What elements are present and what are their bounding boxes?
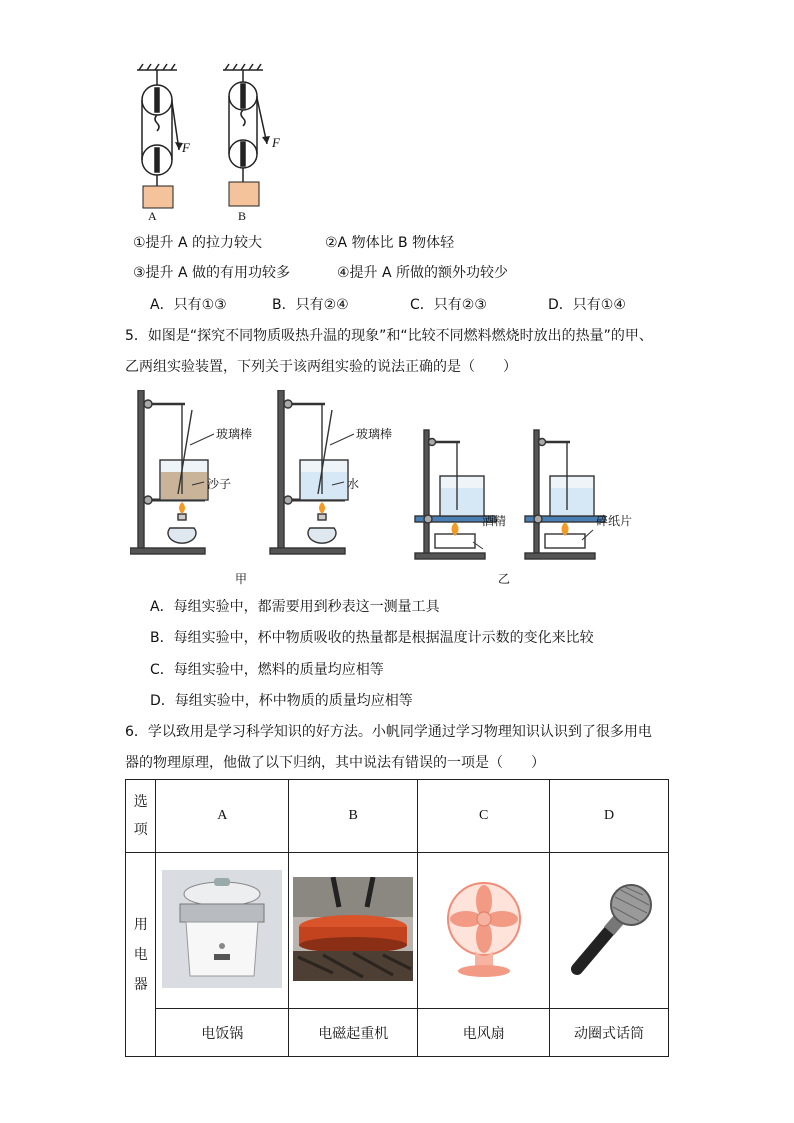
statement-1: ①提升 A 的拉力较大 [133, 235, 263, 251]
figure-label-a: A [148, 209, 157, 223]
q4-option-c[interactable]: C．只有②③ [410, 297, 487, 313]
figure-label-b: B [238, 209, 247, 223]
table-header-row [126, 780, 669, 853]
q4-option-a[interactable]: A．只有①③ [150, 297, 227, 313]
column-c: C [418, 780, 550, 853]
header-label-cell [126, 780, 156, 853]
row-label: 用电器 [133, 916, 148, 993]
appliance-name-b: 电磁起重机 [289, 1009, 418, 1057]
appliance-name-a: 电饭锅 [156, 1009, 289, 1057]
q4-option-d[interactable]: D．只有①④ [548, 297, 626, 313]
electric-fan-cell [418, 853, 550, 1009]
label-sand: 沙子 [207, 477, 232, 491]
table-image-row [126, 853, 669, 1009]
appliance-table [125, 779, 669, 1057]
table-name-row [126, 1009, 669, 1057]
q6-stem-line1: 6．学以致用是学习科学知识的好方法。小帆同学通过学习物理知识认识到了很多用电 [125, 724, 652, 740]
q5-stem-line2: 乙两组实验装置，下列关于该两组实验的说法正确的是（ ） [125, 359, 517, 375]
q6-stem-line2: 器的物理原理，他做了以下归纳，其中说法有错误的一项是（ ） [125, 755, 545, 771]
q5-stem-line1: 5．如图是“探究不同物质吸热升温的现象”和“比较不同燃料燃烧时放出的热量”的甲、 [125, 328, 653, 344]
electromagnet-crane-cell [289, 853, 418, 1009]
label-water: 水 [347, 477, 360, 491]
microphone-cell [550, 853, 669, 1009]
label-group-jia: 甲 [235, 572, 248, 586]
electromagnet-crane-image [293, 877, 413, 981]
label-glass-rod-2: 玻璃棒 [356, 427, 393, 441]
appliance-name-d: 动圈式话筒 [550, 1009, 669, 1057]
label-alcohol: 酒精 [482, 514, 507, 528]
appliance-name-c: 电风扇 [418, 1009, 550, 1057]
label-group-yi: 乙 [498, 572, 511, 586]
q5-option-d[interactable]: D．每组实验中，杯中物质的质量均应相等 [150, 693, 413, 709]
column-b: B [289, 780, 418, 853]
force-label-b: F [272, 135, 280, 150]
rice-cooker-cell [156, 853, 289, 1009]
statement-2: ②A 物体比 B 物体轻 [325, 235, 455, 251]
label-paper: 碎纸片 [596, 514, 633, 528]
column-a: A [156, 780, 289, 853]
rice-cooker-image [162, 870, 282, 988]
column-d: D [550, 780, 669, 853]
header-label: 选项 [133, 794, 148, 838]
electric-fan-image [439, 879, 529, 979]
q4-option-b[interactable]: B．只有②④ [272, 297, 349, 313]
q5-option-a[interactable]: A．每组实验中，都需要用到秒表这一测量工具 [150, 599, 440, 615]
q5-option-b[interactable]: B．每组实验中，杯中物质吸收的热量都是根据温度计示数的变化来比较 [150, 630, 594, 646]
label-glass-rod-1: 玻璃棒 [216, 427, 253, 441]
q5-option-c[interactable]: C．每组实验中，燃料的质量均应相等 [150, 662, 384, 678]
microphone-image [559, 879, 659, 979]
statement-3: ③提升 A 做的有用功较多 [133, 265, 291, 281]
force-label-a: F [182, 140, 190, 155]
row-label-cell [126, 853, 156, 1057]
pulley-figure [125, 58, 275, 228]
statement-4: ④提升 A 所做的额外功较少 [337, 265, 509, 281]
